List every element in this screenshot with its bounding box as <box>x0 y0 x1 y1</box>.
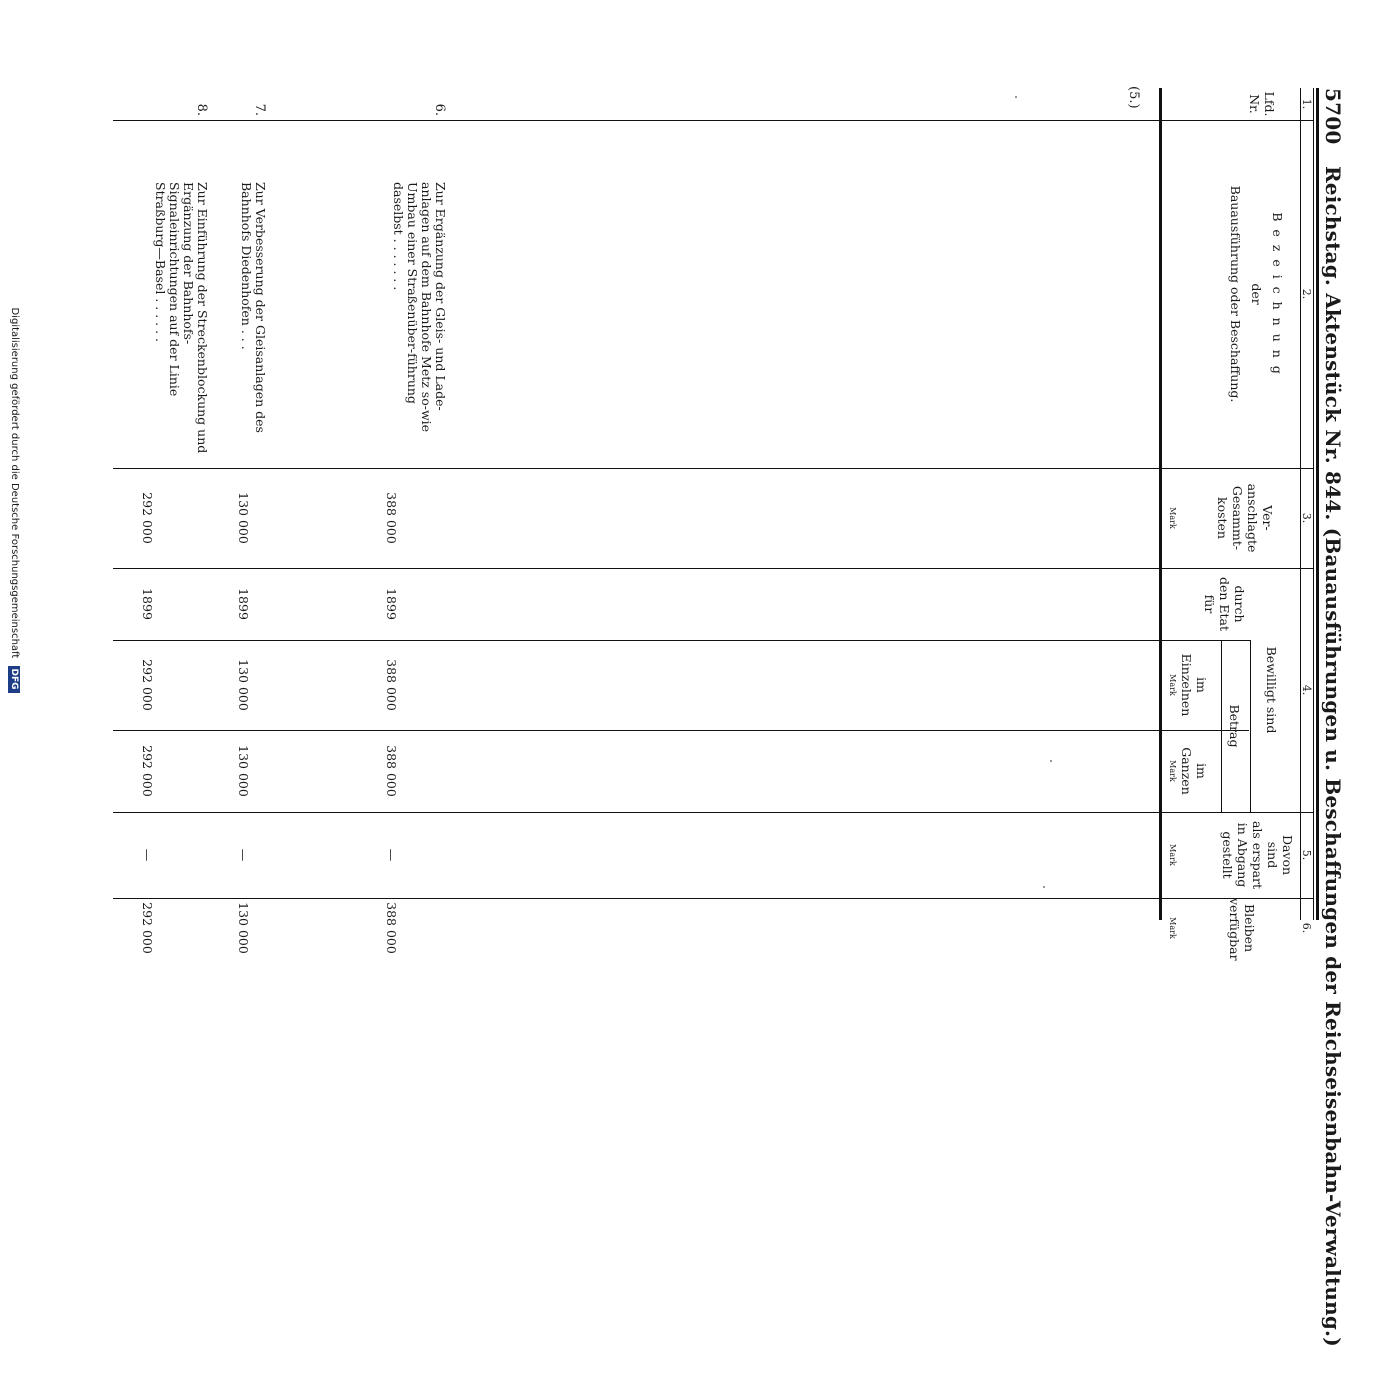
header-erspart <box>1220 812 1295 898</box>
header-sind: sind <box>1265 841 1280 869</box>
header-verfuegbar <box>1227 898 1257 961</box>
col-divider-1 <box>113 120 1313 121</box>
col-divider-3 <box>113 568 1313 569</box>
row-6-cost: 388 000 <box>384 492 399 544</box>
row-6-year: 1899 <box>384 588 399 620</box>
header-kosten-1: Ver- <box>1260 505 1275 531</box>
betrag-sub-rule <box>1221 640 1222 812</box>
scan-speck <box>1050 760 1052 762</box>
row-8-cost: 292 000 <box>140 492 155 544</box>
unit-col3: Mark <box>1168 507 1177 529</box>
col-divider-6 <box>113 898 1313 899</box>
header-davon: Davon <box>1280 834 1295 876</box>
row-6-einzelnen: 388 000 <box>384 659 399 711</box>
header-bleiben: Bleiben <box>1242 903 1257 953</box>
row-8-description: Zur Einführung der Streckenblockung und Ergänzung der Bahnhofs-Signaleinrichtungen auf der Linie Straßburg—Basel . . . . . . <box>153 182 210 454</box>
row-7-cost: 130 000 <box>236 492 251 544</box>
header-kosten-4: kosten <box>1215 497 1230 539</box>
row-7-year: 1899 <box>236 588 251 620</box>
header-etat-jahr <box>1202 568 1247 640</box>
row-7-ganzen: 130 000 <box>236 745 251 797</box>
header-im-1: im <box>1194 677 1209 693</box>
row-7-nr: 7. <box>252 103 267 116</box>
unit-col6: Mark <box>1168 917 1177 939</box>
header-verfuegbar-word: verfügbar <box>1227 898 1242 961</box>
col-number-5: 5. <box>1300 849 1313 861</box>
digitization-footer <box>8 0 20 1000</box>
footer-text: Digitalisierung gefördert durch die Deutsche Forschungsgemeinschaft <box>9 307 20 659</box>
page-number: 5700 <box>1321 88 1345 145</box>
row-8-erspart: — <box>140 848 155 862</box>
col-number-1: 1. <box>1300 98 1313 110</box>
scan-speck <box>1043 886 1045 888</box>
row-6-nr: 6. <box>432 103 447 116</box>
header-im-2: im <box>1194 763 1209 779</box>
col-divider-4b <box>113 730 1249 731</box>
page-title <box>1321 88 1345 1388</box>
header-betrag: Betrag <box>1227 704 1242 748</box>
unit-col4a: Mark <box>1168 674 1177 696</box>
header-kosten-3: Gesammt- <box>1230 485 1245 551</box>
header-einzelnen-word: Einzelnen <box>1179 653 1194 717</box>
header-bezeichnung-word: B e z e i c h n u n g <box>1270 212 1285 376</box>
unit-col5: Mark <box>1168 844 1177 866</box>
header-den-etat: den Etat <box>1217 576 1232 632</box>
row-8-ganzen: 292 000 <box>140 745 155 797</box>
scan-speck <box>1015 96 1017 98</box>
row-8-year: 1899 <box>140 588 155 620</box>
header-bottom-rule <box>1159 88 1162 920</box>
row-6-erspart: — <box>384 848 399 862</box>
row-7-einzelnen: 130 000 <box>236 659 251 711</box>
col-number-3: 3. <box>1300 512 1313 524</box>
col-number-2: 2. <box>1300 288 1313 300</box>
col-divider-5 <box>113 812 1313 813</box>
row-6-ganzen: 388 000 <box>384 745 399 797</box>
row-7-description: Zur Verbesserung der Gleisanlagen des Bahnhofs Diedenhofen . . . <box>239 182 268 433</box>
header-kosten <box>1215 468 1275 568</box>
col-divider-2 <box>113 468 1313 469</box>
header-ganzen <box>1179 730 1209 812</box>
header-fuer: für <box>1202 594 1217 614</box>
unit-col4b: Mark <box>1168 760 1177 782</box>
header-bezeichnung <box>1228 120 1285 468</box>
row-6-description: Zur Ergänzung der Gleis- und Lade-anlagen auf dem Bahnhofe Metz so-wie Umbau einer Straßenüber-führung daselbst . . . . . . . <box>391 182 448 433</box>
header-in-abgang: in Abgang <box>1235 822 1250 888</box>
row-6-verfuegbar: 388 000 <box>384 902 399 954</box>
header-bauausfuehrung: Bauausführung oder Beschaffung. <box>1228 185 1243 403</box>
row-8-nr: 8. <box>194 103 209 116</box>
row-7-verfuegbar: 130 000 <box>236 902 251 954</box>
header-kosten-2: anschlagte <box>1245 483 1260 553</box>
top-double-rule <box>1316 88 1319 920</box>
header-ganzen-word: Ganzen <box>1179 747 1194 795</box>
section-marker: (5.) <box>1126 86 1141 109</box>
top-thin-rule <box>1313 88 1314 920</box>
header-lfd-nr <box>1247 88 1277 120</box>
header-der: der <box>1249 283 1264 305</box>
header-gestellt: gestellt <box>1220 831 1235 879</box>
row-7-erspart: — <box>236 848 251 862</box>
document-title: Reichstag. Aktenstück Nr. 844. (Bauausführungen u. Beschaffungen der Reichseisenbahn-Verwaltung.) <box>1321 165 1345 1347</box>
bewilligt-sub-rule <box>1250 640 1251 812</box>
header-einzelnen <box>1179 640 1209 730</box>
header-bewilligt: Bewilligt sind <box>1264 646 1279 734</box>
header-als-erspart: als erspart <box>1250 820 1265 890</box>
col-number-6: 6. <box>1300 922 1313 934</box>
dfg-logo: DFG <box>8 666 20 693</box>
header-nr: Nr. <box>1247 94 1262 114</box>
col-number-4: 4. <box>1300 684 1313 696</box>
row-8-verfuegbar: 292 000 <box>140 902 155 954</box>
col-divider-4a <box>113 640 1251 641</box>
header-lfd: Lfd. <box>1262 91 1277 117</box>
header-durch: durch <box>1232 585 1247 623</box>
row-8-einzelnen: 292 000 <box>140 659 155 711</box>
